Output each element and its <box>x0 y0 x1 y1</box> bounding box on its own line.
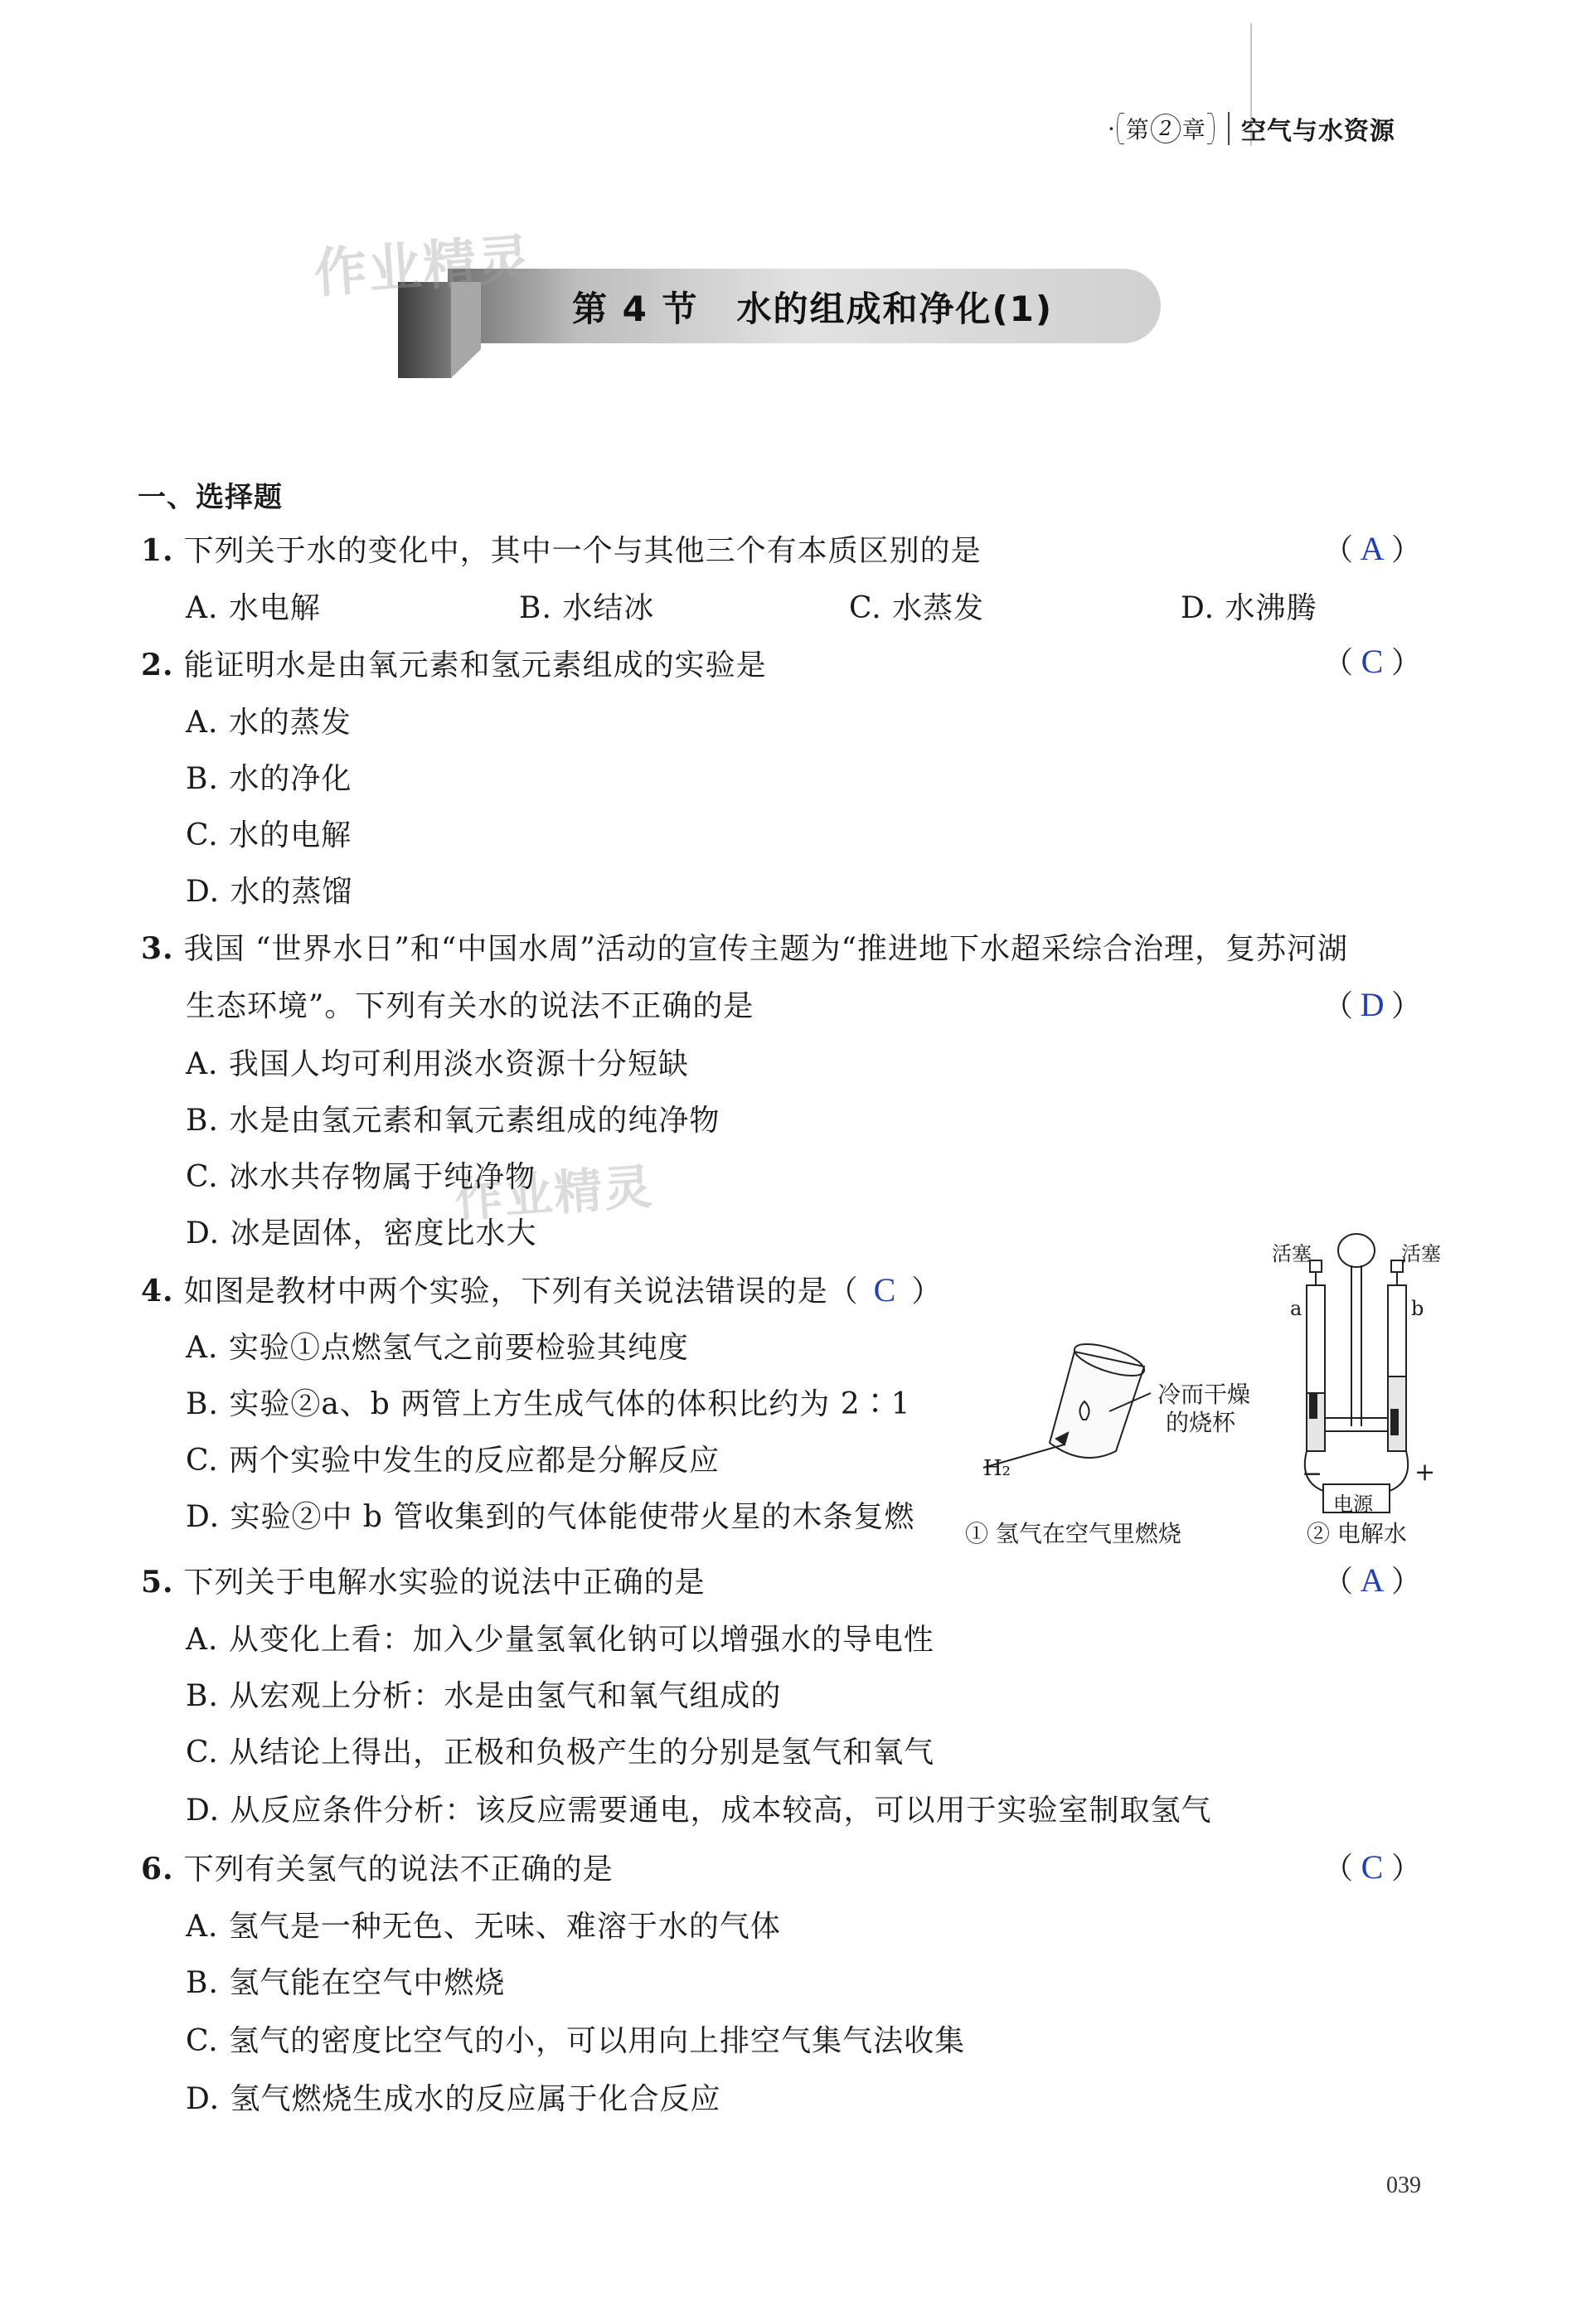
h2-label: H₂ <box>983 1456 1011 1481</box>
option-4b: B. 实验②a、b 两管上方生成气体的体积比约为 2∶1 <box>186 1387 911 1421</box>
option-6d: D. 氢气燃烧生成水的反应属于化合反应 <box>186 2082 721 2116</box>
beaker-drawing <box>983 1338 1151 1468</box>
section-label: 第 4 节 <box>572 289 699 329</box>
plus-sign: + <box>1414 1458 1436 1487</box>
running-header <box>1108 106 1395 151</box>
section-heading <box>572 282 1053 332</box>
chapter-badge <box>1108 112 1215 145</box>
option-2a: A. 水的蒸发 <box>186 706 352 740</box>
question-number: 1. <box>141 533 174 568</box>
beaker-label-1: 冷而干燥 <box>1157 1381 1251 1408</box>
chapter-suffix: 章 <box>1181 116 1205 143</box>
watermark: 作业精灵 <box>312 228 535 306</box>
option-1b: B. 水结冰 <box>519 591 655 625</box>
option-6c: C. 氢气的密度比空气的小，可以用向上排空气集气法收集 <box>186 2024 966 2058</box>
option-3d: D. 冰是固体，密度比水大 <box>186 1216 537 1250</box>
answer-letter-4: C <box>873 1271 897 1309</box>
tube-b-label: b <box>1411 1297 1424 1320</box>
part-title: 一、选择题 <box>138 481 283 514</box>
option-1a: A. 水电解 <box>186 591 321 625</box>
option-6a: A. 氢气是一种无色、无味、难溶于水的气体 <box>186 1910 781 1944</box>
question-1 <box>141 532 982 570</box>
answer-blank-3: （ D ） <box>1323 986 1422 1023</box>
chapter-title: 空气与水资源 <box>1240 117 1395 146</box>
option-2b: B. 水的净化 <box>186 762 352 796</box>
answer-letter: A <box>1360 530 1385 567</box>
chapter-prefix: 第 <box>1125 116 1149 143</box>
option-3b: B. 水是由氢元素和氧元素组成的纯净物 <box>186 1104 720 1138</box>
header-separator <box>1228 112 1230 145</box>
option-6b: B. 氢气能在空气中燃烧 <box>186 1966 506 2000</box>
answer-blank-1: （ A ） <box>1323 530 1422 567</box>
question-3-cont: 生态环境”。下列有关水的说法不正确的是 <box>186 989 754 1023</box>
answer-blank-2: （ C ） <box>1323 643 1422 680</box>
option-3c: C. 冰水共存物属于纯净物 <box>186 1160 536 1194</box>
page-number: 039 <box>1386 2173 1421 2198</box>
watermark-middle: 作业精灵 <box>453 1158 656 1229</box>
option-4d: D. 实验②中 b 管收集到的气体能使带火星的木条复燃 <box>186 1500 915 1534</box>
question-stem: 下列关于水的变化中，其中一个与其他三个有本质区别的是 <box>183 534 982 568</box>
stopcock-left-label: 活塞 <box>1272 1242 1312 1265</box>
option-5c: C. 从结论上得出，正极和负极产生的分别是氢气和氧气 <box>186 1736 935 1770</box>
option-5b: B. 从宏观上分析：水是由氢气和氧气组成的 <box>186 1679 782 1713</box>
option-5d: D. 从反应条件分析：该反应需要通电，成本较高，可以用于实验室制取氢气 <box>186 1794 1212 1828</box>
stopcock-right-label: 活塞 <box>1401 1242 1441 1265</box>
option-5a: A. 从变化上看：加入少量氢氧化钠可以增强水的导电性 <box>186 1623 934 1657</box>
option-4a: A. 实验①点燃氢气之前要检验其纯度 <box>186 1331 689 1365</box>
chapter-bracket-right <box>1207 113 1215 144</box>
question-3: 3. 我国 “世界水日”和“中国水周”活动的宣传主题为“推进地下水超采综合治理，复苏河湖 <box>141 931 1349 966</box>
question-6: 6. 下列有关氢气的说法不正确的是 <box>141 1852 614 1886</box>
banner-cube-side <box>451 282 481 378</box>
minus-sign: − <box>1302 1459 1323 1488</box>
option-2d: D. 水的蒸馏 <box>186 875 353 909</box>
question-5: 5. 下列关于电解水实验的说法中正确的是 <box>141 1565 706 1600</box>
section-banner <box>398 267 1161 350</box>
tube-a-label: a <box>1290 1297 1303 1320</box>
option-4c: C. 两个实验中发生的反应都是分解反应 <box>186 1444 720 1478</box>
question-4: 4. 如图是教材中两个实验，下列有关说法错误的是（ C ） <box>141 1271 943 1309</box>
banner-cube <box>398 282 451 378</box>
chapter-number: 2 <box>1151 114 1181 143</box>
option-3a: A. 我国人均可利用淡水资源十分短缺 <box>186 1047 689 1081</box>
caption-burning: ① 氢气在空气里燃烧 <box>965 1520 1181 1547</box>
experiment-figure <box>958 1227 1456 1559</box>
answer-blank-6: （ C ） <box>1323 1848 1422 1886</box>
chapter-dot: · <box>1108 114 1115 143</box>
beaker-label-2: 的烧杯 <box>1166 1409 1236 1436</box>
option-1c: C. 水蒸发 <box>849 591 985 625</box>
section-title: 水的组成和净化(1) <box>736 289 1054 329</box>
chapter-bracket-left <box>1117 113 1124 144</box>
caption-electrolysis: ② 电解水 <box>1307 1520 1407 1547</box>
question-2: 2. 能证明水是由氧元素和氢元素组成的实验是 <box>141 648 767 682</box>
answer-blank-5: （ A ） <box>1323 1561 1422 1599</box>
power-source-label: 电源 <box>1333 1493 1373 1516</box>
option-2c: C. 水的电解 <box>186 818 352 852</box>
option-1d: D. 水沸腾 <box>1181 591 1317 625</box>
